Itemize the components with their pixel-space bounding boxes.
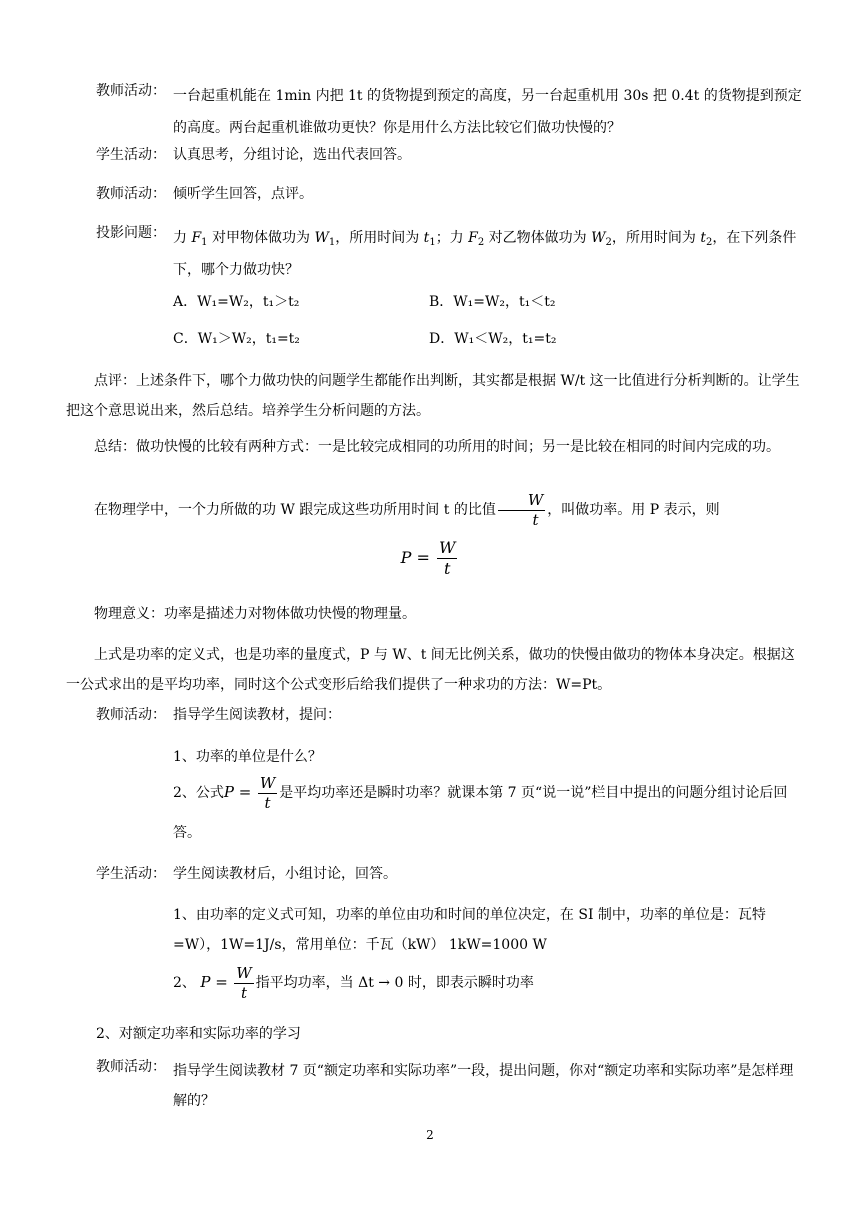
page-number: 2 bbox=[426, 1128, 434, 1142]
teacher-activity-2 bbox=[96, 183, 802, 203]
question-2: 2、公式P = $\frac{W}{t}$ 是平均功率还是瞬时功率？就课本第 7 页“说一说”栏目中提出的问题分组讨论后回答。 bbox=[173, 773, 788, 841]
paragraph-label: 教师活动： bbox=[96, 186, 166, 202]
student-activity-2 bbox=[96, 863, 802, 883]
paragraph-label: 学生活动： bbox=[96, 147, 166, 163]
paragraph-label: 投影问题： bbox=[96, 225, 166, 241]
paragraph-text: 指导学生阅读教材，提问： bbox=[173, 707, 341, 723]
paragraph-text: 一台起重机能在 1min 内把 1t 的货物提到预定的高度，另一台起重机用 30s 把 0.4t 的货物提到预定的高度。两台起重机谁做功更快？你是用什么方法比较它们做功快慢的？ bbox=[173, 88, 802, 136]
teacher-activity-1 bbox=[96, 80, 802, 144]
paragraph-text: 认真思考，分组讨论，选出代表回答。 bbox=[173, 147, 411, 163]
option-b: B．W₁=W₂，t₁＜t₂ bbox=[429, 294, 556, 310]
answer-1: 1、由功率的定义式可知，功率的单位由功和时间的单位决定，在 SI 制中，功率的单位是：瓦特=W），1W=1J/s，常用单位：千瓦（kW） 1kW=1000 W bbox=[173, 907, 766, 953]
paragraph-label: 教师活动： bbox=[96, 707, 166, 723]
teacher-activity-3 bbox=[96, 704, 802, 724]
projection-question bbox=[96, 222, 802, 286]
definition-explanation: 上式是功率的定义式，也是功率的量度式，P 与 W、t 间无比例关系，做功的快慢由做功的物体本身决定。根据这一公式求出的是平均功率，同时这个公式变形后给我们提供了一种求功的方法：W=Pt。 bbox=[66, 647, 795, 693]
comment-paragraph: 点评：上述条件下，哪个力做功快的问题学生都能作出判断，其实都是根据 W/t 这一比值进行分析判断的。让学生把这个意思说出来，然后总结。培养学生分析问题的方法。 bbox=[66, 373, 800, 419]
section-heading-2: 2、对额定功率和实际功率的学习 bbox=[96, 1026, 301, 1042]
student-activity-1 bbox=[96, 144, 802, 164]
fraction-w-over-t: $\frac{W}{t}$ bbox=[498, 493, 545, 528]
paragraph-label: 学生活动： bbox=[96, 866, 166, 882]
paragraph-label: 教师活动： bbox=[96, 1059, 166, 1075]
paragraph-text: 倾听学生回答，点评。 bbox=[173, 186, 313, 202]
definition-paragraph: 在物理学中，一个力所做的功 W 跟完成这些功所用时间 t 的比值 $\frac{W}{t}$ ，叫做功率。用 P 表示，则 bbox=[94, 490, 720, 529]
option-c: C．W₁＞W₂，t₁=t₂ bbox=[173, 331, 300, 347]
physical-meaning: 物理意义：功率是描述力对物体做功快慢的物理量。 bbox=[94, 606, 416, 622]
power-equation: P = $\frac{W}{t}$ bbox=[400, 538, 456, 578]
option-a: A．W₁=W₂，t₁＞t₂ bbox=[173, 294, 300, 310]
answer-2: 2、 P = $\frac{W}{t}$ 指平均功率，当 Δt → 0 时，即表示瞬时功率 bbox=[173, 963, 534, 1002]
option-d: D．W₁＜W₂，t₁=t₂ bbox=[429, 331, 557, 347]
question-1: 1、功率的单位是什么？ bbox=[173, 749, 322, 765]
teacher-activity-4 bbox=[96, 1056, 802, 1116]
summary-paragraph: 总结：做功快慢的比较有两种方式：一是比较完成相同的功所用的时间；另一是比较在相同的时间内完成的功。 bbox=[94, 439, 780, 455]
paragraph-text: 力 $F_1$ 对甲物体做功为 $W_1$，所用时间为 $t_1$；力 $F_2$ 对乙物体做功为 $W_2$，所用时间为 $t_2$，在下列条件下，哪个力做功快？ bbox=[173, 230, 797, 278]
paragraph-text: 指导学生阅读教材 7 页“额定功率和实际功率”一段，提出问题，你对“额定功率和实际功率”是怎样理解的？ bbox=[173, 1063, 794, 1109]
paragraph-label: 教师活动： bbox=[96, 83, 166, 99]
paragraph-text: 学生阅读教材后，小组讨论，回答。 bbox=[173, 866, 397, 882]
